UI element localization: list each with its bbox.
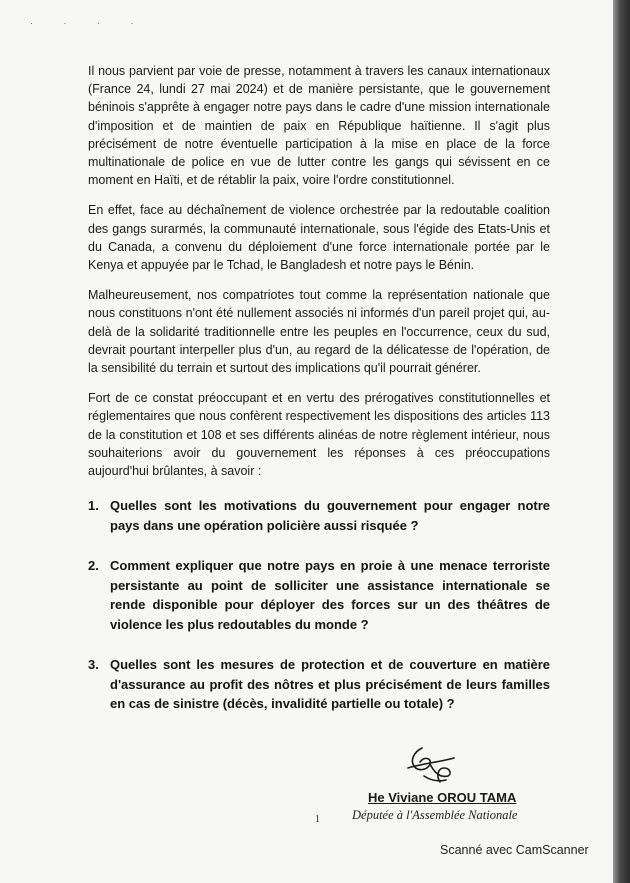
paragraph-2: En effet, face au déchaînement de violence orchestrée par la redoutable coalition des gangs surarmés, la communauté internationale, sous l'égide des Etats-Unis et du Canada, a convenu du déploiement d'une force internationale portée par le Kenya et appuyée par le Tchad, le Bangladesh et notre pays le Bénin. [88,203,550,273]
question-text: Quelles sont les motivations du gouvernement pour engager notre pays dans une opération policière aussi risquée ? [110,498,550,533]
page-edge-shadow [613,0,630,883]
handwritten-signature [400,742,460,790]
paragraph-1: Il nous parvient par voie de presse, notamment à travers les canaux internationaux (France 24, lundi 27 mai 2024) et de manière persistante, que le gouvernement béninois s'apprête à engager notre pays dans le cadre d'une mission internationale d'imposition et de maintien de paix en République haïtienne. Il s'agit plus précisément de notre éventuelle participation à la mise en place de la force multinationale de police en vue de lutter contre les gangs qui sévissent en ce moment en Haïti, et de rétablir la paix, voire l'ordre constitutionnel. [88,64,550,188]
paragraph-4: Fort de ce constat préoccupant et en vertu des prérogatives constitutionnelles et réglementaires que nous confèrent respectivement les dispositions des articles 113 de la constitution et 108 et ses différents alinéas de notre règlement intérieur, nous souhaiterions avoir du gouvernement les réponses à ces préoccupations aujourd'hui brûlantes, à savoir : [88,391,550,479]
question-item [88,556,550,634]
letter-body [88,62,550,735]
question-text: Comment expliquer que notre pays en proie à une menace terroriste persistante au point de solliciter une assistance internationale se rende disponible pour déployer des forces sur un des théâtres de violence les plus redoutables du monde ? [110,558,550,632]
question-number: 2. [88,558,99,574]
question-text: Quelles sont les mesures de protection et de couverture en matière d'assurance au profit des nôtres et plus précisément de leurs familles en cas de sinistre (décès, invalidité partielle ou totale) ? [110,657,550,712]
camscanner-watermark: Scanné avec CamScanner [440,843,589,857]
question-item [88,655,550,714]
scan-specks: · · · · [30,18,148,28]
question-number: 1. [88,498,99,514]
question-item [88,496,550,535]
signatory-title: Députée à l'Assemblée Nationale [352,808,518,822]
signatory-name: He Viviane OROU TAMA [368,790,517,805]
question-number: 3. [88,657,99,673]
question-list [88,496,550,714]
page-number: 1 [315,814,320,825]
paragraph-3: Malheureusement, nos compatriotes tout comme la représentation nationale que nous constituons n'ont été nullement associés ni informés d'un pareil projet qui, au-delà de la solidarité traditionnelle entre les peuples en l'occurrence, ceux du sud, devrait pourtant interpeller plus d'un, au regard de la délicatesse de l'opération, de la sensibilité du terrain et surtout des implications qu'il pourrait générer. [88,288,550,376]
